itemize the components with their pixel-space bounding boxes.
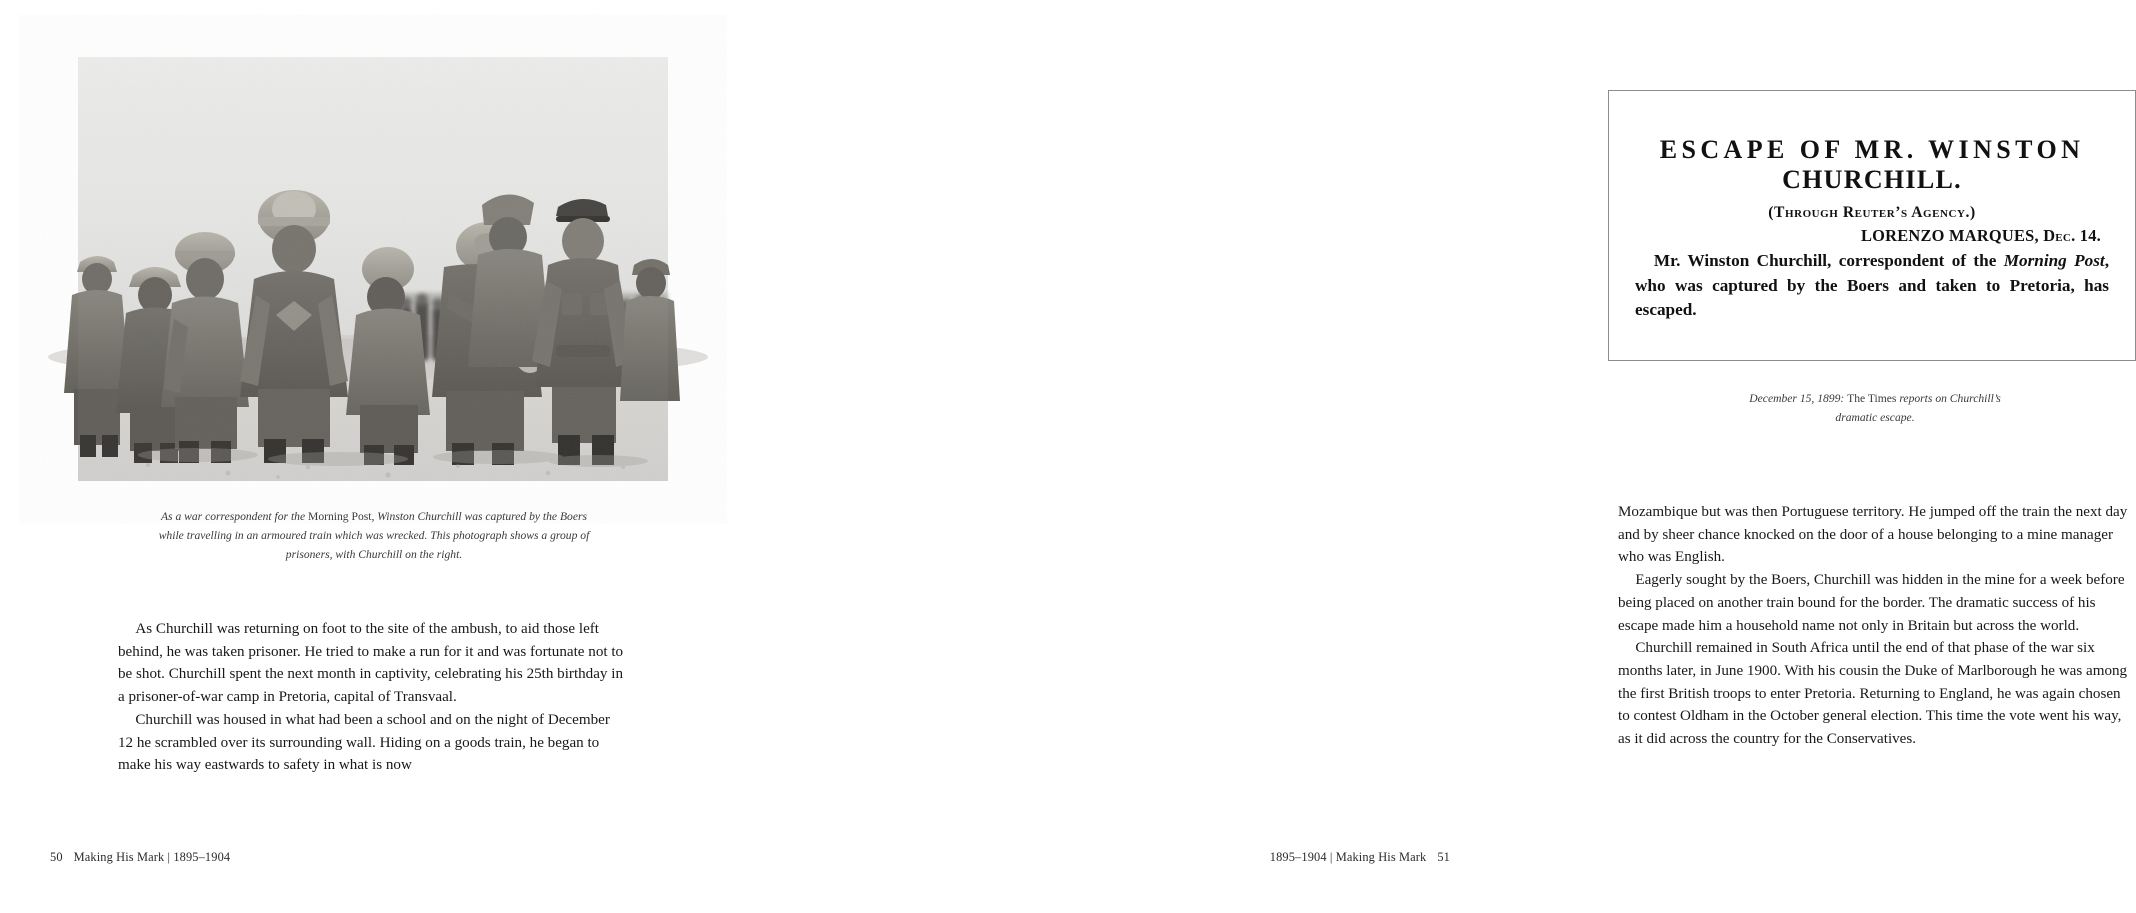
clipping-dateline-date: Dec. 14. [2043, 226, 2101, 246]
paragraph: Churchill was housed in what had been a school and on the night of December 12 he scrambled over its surrounding wall. Hiding on a goods train, he began to make his way eastwards to safety in what is now [118, 711, 610, 774]
page-number: 50 [50, 850, 63, 864]
photograph-artwork [78, 57, 668, 481]
left-page [0, 0, 750, 913]
page-number: 51 [1437, 850, 1450, 864]
clipping-headline-line-1: ESCAPE OF MR. WINSTON [1659, 135, 2085, 164]
clip-caption-the-times: The Times [1847, 392, 1897, 405]
clip-caption-part-3: reports on Churchill’s dramatic escape. [1835, 392, 2001, 424]
clipping-agency-line: (Through Reuter’s Agency.) [1768, 204, 1976, 222]
clipping-caption [1730, 390, 2020, 428]
clipping-body-morning-post: Morning Post [2003, 251, 2105, 271]
clipping-body-part-3: , who was captured by the Boers and taken to Pretoria, has escaped. [1635, 251, 2109, 320]
photo-caption-part-1: As a war correspondent for the [160, 510, 309, 523]
paragraph: As Churchill was returning on foot to the site of the ambush, to aid those left behind, he was taken prisoner. He tried to make a run for it and was fortunate not to be shot. Churchill spent the next month in captivity, celebrating his 25th birthday in a prisoner-of-war camp in Pretoria, capital of Transvaal. [118, 621, 624, 706]
photo-caption-part-3: , Winston Churchill was captured by the Boers while travelling in an armoured train which was wrecked. This photograph shows a group of prisoners, with Churchill on the right. [158, 510, 590, 561]
photo-caption-morning-post: Morning Post [308, 510, 372, 523]
clipping-headline-line-2: CHURCHILL. [1782, 164, 1962, 194]
running-head: Making His Mark | 1895–1904 [73, 850, 231, 864]
clip-caption-part-1: December 15, 1899: [1749, 392, 1848, 405]
right-page-body-text [1618, 501, 2136, 751]
clipping-body-part-1: Mr. Winston Churchill, correspondent of the [1653, 251, 2004, 271]
paragraph: Churchill remained in South Africa until the end of that phase of the war six months later, in June 1900. With his cousin the Duke of Marlborough he was among the first British troops to enter Pretoria. Returning to England, he was again chosen to contest Oldham in the October general election. This time the vote went his way, as it did across the country for the Conservatives. [1618, 640, 2128, 748]
clipping-headline [1635, 135, 2109, 194]
newspaper-clipping [1608, 90, 2136, 361]
paragraph: Eagerly sought by the Boers, Churchill was hidden in the mine for a week before being placed on another train bound for the border. The dramatic success of his escape made him a household name not only in Britain but across the world. [1618, 572, 2125, 634]
clipping-content [1609, 135, 2135, 323]
prisoners-photograph [78, 57, 668, 481]
right-page [750, 0, 2128, 913]
paragraph: Mozambique but was then Portuguese territory. He jumped off the train the next day and by sheer chance knocked on the door of a house belonging to a mine manager who was English. [1618, 504, 2128, 566]
clipping-body-text [1635, 249, 2109, 322]
clipping-dateline [1635, 227, 2109, 245]
left-page-folio [50, 850, 230, 865]
right-page-folio [1270, 850, 1450, 865]
clipping-dateline-place: LORENZO MARQUES, [1860, 226, 2039, 246]
running-head: 1895–1904 | Making His Mark [1269, 850, 1427, 864]
photograph-caption [148, 508, 600, 564]
left-page-body-text [118, 618, 626, 777]
